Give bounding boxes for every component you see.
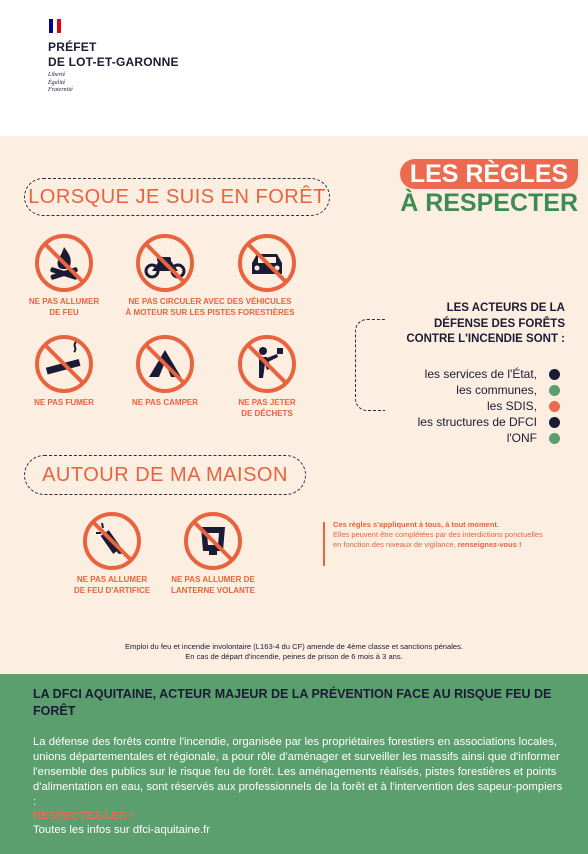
rule-caption bbox=[115, 397, 215, 408]
legal-text bbox=[40, 642, 548, 662]
actor-dot bbox=[549, 417, 560, 428]
actors-title bbox=[360, 301, 565, 348]
rule-caption-line: DE DÉCHETS bbox=[241, 409, 293, 418]
rule-caption-line: NE PAS ALLUMER DE bbox=[171, 575, 255, 584]
actor-item: l'ONF bbox=[506, 431, 537, 445]
actor-dot bbox=[549, 369, 560, 380]
rule-caption bbox=[14, 397, 114, 408]
title-line1: LES RÈGLES bbox=[409, 160, 569, 188]
rule-caption-line: NE PAS CIRCULER AVEC DES VÉHICULES bbox=[128, 297, 292, 306]
rule-caption-line: NE PAS ALLUMER bbox=[76, 575, 148, 584]
actor-item: les SDIS, bbox=[486, 399, 537, 413]
dfci-title: LA DFCI AQUITAINE, ACTEUR MAJEUR DE LA PRÉVENTION FACE AU RISQUE FEU DE FORÊT bbox=[33, 687, 552, 718]
rule-caption-line: NE PAS JETER bbox=[238, 398, 296, 407]
rule-caption bbox=[110, 296, 310, 318]
forest-heading: LORSQUE JE SUIS EN FORÊT bbox=[28, 186, 326, 208]
tent-icon bbox=[135, 334, 195, 394]
dfci-text: La défense des forêts contre l'incendie, organisée par les propriétaires forestiers en associations locales, unions départementales et régionale, a pour rôle d'aménager et surveiller les massifs ainsi que d'informer l'ensemble des publics sur le risque feu de forêt. Les aménagements réalisés, pistes forestières et points d'alimentation en eau, sont réservés aux professionnels de la forêt et à l'intervention des sapeur-pompiers : bbox=[33, 736, 563, 809]
car-icon bbox=[237, 233, 297, 293]
note-text: Elles peuvent être complétées par des interdictions ponctuelles en fonction des niveaux de vigilance, bbox=[333, 530, 543, 549]
dfci-website[interactable]: Toutes les infos sur dfci-aquitaine.fr bbox=[33, 824, 211, 836]
house-heading: AUTOUR DE MA MAISON bbox=[42, 464, 288, 486]
actors-title-line: LES ACTEURS DE LA bbox=[446, 302, 565, 314]
actor-item: les services de l'État, bbox=[424, 367, 537, 381]
actor-item: les structures de DFCI bbox=[417, 415, 537, 429]
motto-fraternite: Fraternité bbox=[48, 87, 73, 93]
rule-caption-line: NE PAS ALLUMER bbox=[28, 297, 100, 306]
actor-dot bbox=[549, 385, 560, 396]
actor-dot bbox=[549, 433, 560, 444]
header bbox=[0, 0, 588, 136]
actors-title-line: DÉFENSE DES FORÊTS bbox=[434, 317, 565, 330]
motto-egalite: Égalité bbox=[48, 79, 66, 86]
note-bar bbox=[323, 522, 325, 566]
motorbike-icon bbox=[135, 233, 195, 293]
rule-caption bbox=[14, 296, 114, 318]
republic-motto bbox=[48, 72, 73, 95]
actor-item: les communes, bbox=[456, 383, 537, 397]
prefet-line2: DE LOT-ET-GARONNE bbox=[48, 55, 179, 69]
rule-caption-line: LANTERNE VOLANTE bbox=[171, 586, 255, 595]
rules-note bbox=[333, 520, 548, 550]
campfire-icon bbox=[34, 233, 94, 293]
title-line2: À RESPECTER bbox=[400, 189, 578, 217]
firework-icon bbox=[82, 511, 142, 571]
motto-liberte: Liberté bbox=[48, 72, 66, 78]
actor-dot bbox=[549, 401, 560, 412]
marianne-flag-icon bbox=[49, 19, 61, 33]
cigarette-icon bbox=[34, 334, 94, 394]
rule-caption bbox=[217, 397, 317, 419]
sky-lantern-icon bbox=[183, 511, 243, 571]
rule-caption-line: NE PAS CAMPER bbox=[131, 398, 199, 407]
note-bold: Ces règles s'appliquent à tous, à tout moment. bbox=[333, 520, 499, 529]
prefet-line1: PRÉFET bbox=[48, 40, 97, 54]
prefecture-name bbox=[48, 40, 179, 70]
rule-caption bbox=[153, 574, 273, 596]
dfci-callout: RESPECTEZ-LES ! bbox=[33, 810, 134, 822]
littering-icon bbox=[237, 334, 297, 394]
rule-caption-line: DE FEU D'ARTIFICE bbox=[73, 586, 151, 595]
actors-title-line: CONTRE L'INCENDIE SONT : bbox=[406, 333, 565, 345]
legal-line: Emploi du feu et incendie involontaire (L163-4 du CF) amende de 4ème classe et sanctions pénales. bbox=[124, 642, 464, 651]
rule-caption-line: À MOTEUR SUR LES PISTES FORESTIÈRES bbox=[125, 308, 295, 317]
note-strong: renseignez-vous ! bbox=[457, 540, 522, 549]
rule-caption-line: NE PAS FUMER bbox=[34, 398, 94, 407]
rule-caption-line: DE FEU bbox=[49, 308, 79, 317]
legal-line: En cas de départ d'incendie, peines de prison de 6 mois à 3 ans. bbox=[185, 652, 403, 661]
